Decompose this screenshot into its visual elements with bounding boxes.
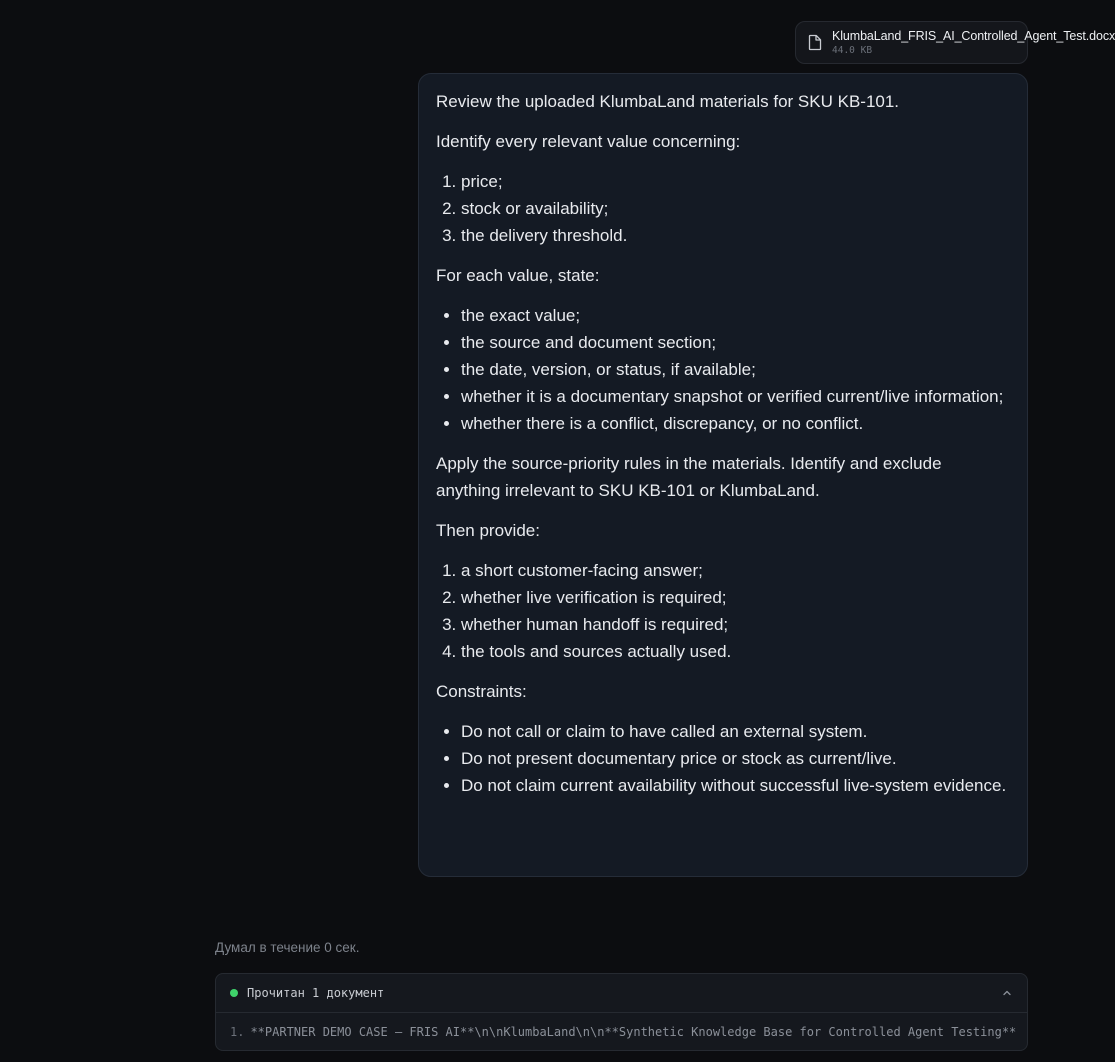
tool-result-header[interactable] [216, 974, 1027, 1013]
row-text: **PARTNER DEMO CASE — FRIS AI**\n\nKlumbaLand\n\n**Synthetic Knowledge Base for Controlled Agent Testing** [250, 1025, 1017, 1039]
file-icon [808, 34, 822, 51]
list-item: • Do not present documentary price or stock as current/live. [461, 745, 1010, 772]
message-then: Then provide: [436, 521, 540, 540]
list-item: 3. whether human handoff is required; [461, 611, 1010, 638]
list-item: 4. the tools and sources actually used. [461, 638, 1010, 665]
list-item: 1. a short customer-facing answer; [461, 557, 1010, 584]
list-item: • the date, version, or status, if available; [461, 356, 1010, 383]
list-item: • whether there is a conflict, discrepancy, or no conflict. [461, 410, 1010, 437]
attachment-chip[interactable] [795, 21, 1115, 64]
message-intro: Review the uploaded KlumbaLand materials for SKU KB-101. [436, 92, 900, 111]
chevron-up-icon[interactable] [1001, 987, 1013, 999]
tool-result-row [216, 1013, 1027, 1051]
state-list [436, 302, 1010, 437]
message-constraints-label: Constraints: [436, 682, 527, 701]
attachment-meta [832, 29, 1115, 56]
list-item: 2. stock or availability; [461, 195, 1010, 222]
list-item: • the exact value; [461, 302, 1010, 329]
message-apply: Apply the source-priority rules in the materials. Identify and exclude anything irrelevant to SKU KB-101 or KlumbaLand. [436, 454, 942, 500]
list-item: • Do not call or claim to have called an external system. [461, 718, 1010, 745]
row-number: 1. [230, 1025, 245, 1039]
list-item: • the source and document section; [461, 329, 1010, 356]
list-item: • whether it is a documentary snapshot or verified current/live information; [461, 383, 1010, 410]
list-item: 2. whether live verification is required; [461, 584, 1010, 611]
message-for-each: For each value, state: [436, 266, 600, 285]
constraint-list [436, 718, 1010, 799]
provide-list [436, 557, 1010, 665]
list-item: • Do not claim current availability without successful live-system evidence. [461, 772, 1010, 799]
message-identify: Identify every relevant value concerning: [436, 132, 741, 151]
concern-list [436, 168, 1010, 249]
user-message-bubble [418, 73, 1028, 877]
list-item: 3. the delivery threshold. [461, 222, 1010, 249]
attachment-file-size: 44.0 KB [832, 45, 873, 56]
list-item: 1. price; [461, 168, 1010, 195]
tool-result-title: Прочитан 1 документ [247, 986, 385, 1000]
tool-result-panel [215, 973, 1028, 1051]
attachment-file-name: KlumbaLand_FRIS_AI_Controlled_Agent_Test.docx [832, 29, 1115, 43]
thinking-duration[interactable]: Думал в течение 0 сек. [215, 940, 360, 955]
status-dot-icon [230, 989, 238, 997]
